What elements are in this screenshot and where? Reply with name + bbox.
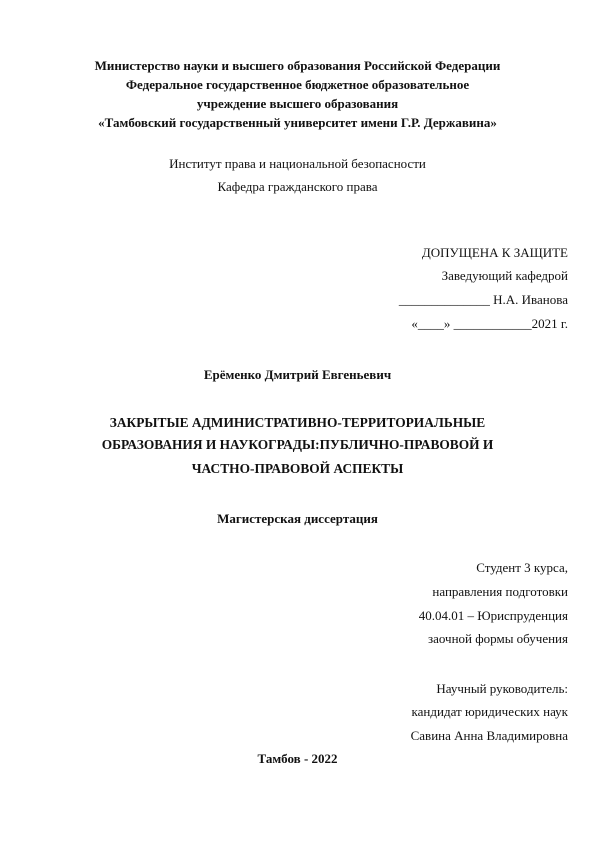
approval-role: Заведующий кафедрой <box>441 268 568 283</box>
thesis-title-line-2: ОБРАЗОВАНИЯ И НАУКОГРАДЫ:ПУБЛИЧНО-ПРАВОВОЙ И <box>101 437 494 452</box>
city-year: Тамбов - 2022 <box>257 751 338 766</box>
approval-signature: ______________ Н.А. Иванова <box>398 292 568 307</box>
author-name: Ерёменко Дмитрий Евгеньевич <box>203 367 392 382</box>
thesis-title-line-3: ЧАСТНО-ПРАВОВОЙ АСПЕКТЫ <box>191 461 404 476</box>
approval-title: ДОПУЩЕНА К ЗАЩИТЕ <box>421 245 568 260</box>
supervisor-line-3: Савина Анна Владимировна <box>410 728 568 743</box>
institution-line-1: Федеральное государственное бюджетное образовательное <box>125 77 470 92</box>
student-line-1: Студент 3 курса, <box>476 560 568 575</box>
university-name: «Тамбовский государственный университет имени Г.Р. Державина» <box>98 115 497 130</box>
work-type: Магистерская диссертация <box>217 511 378 526</box>
ministry-name: Министерство науки и высшего образования Российской Федерации <box>94 58 501 73</box>
chair-name: Кафедра гражданского права <box>217 179 378 194</box>
student-line-2: направления подготовки <box>432 584 568 599</box>
supervisor-line-2: кандидат юридических наук <box>411 704 568 719</box>
student-line-3: 40.04.01 – Юриспруденция <box>418 608 568 623</box>
approval-date: «____» ____________2021 г. <box>411 316 568 331</box>
supervisor-line-1: Научный руководитель: <box>436 681 568 696</box>
institute-name: Институт права и национальной безопасности <box>169 156 426 171</box>
thesis-title-line-1: ЗАКРЫТЫЕ АДМИНИСТРАТИВНО-ТЕРРИТОРИАЛЬНЫЕ <box>109 415 486 430</box>
institution-line-2: учреждение высшего образования <box>196 96 399 111</box>
student-line-4: заочной формы обучения <box>427 631 568 646</box>
